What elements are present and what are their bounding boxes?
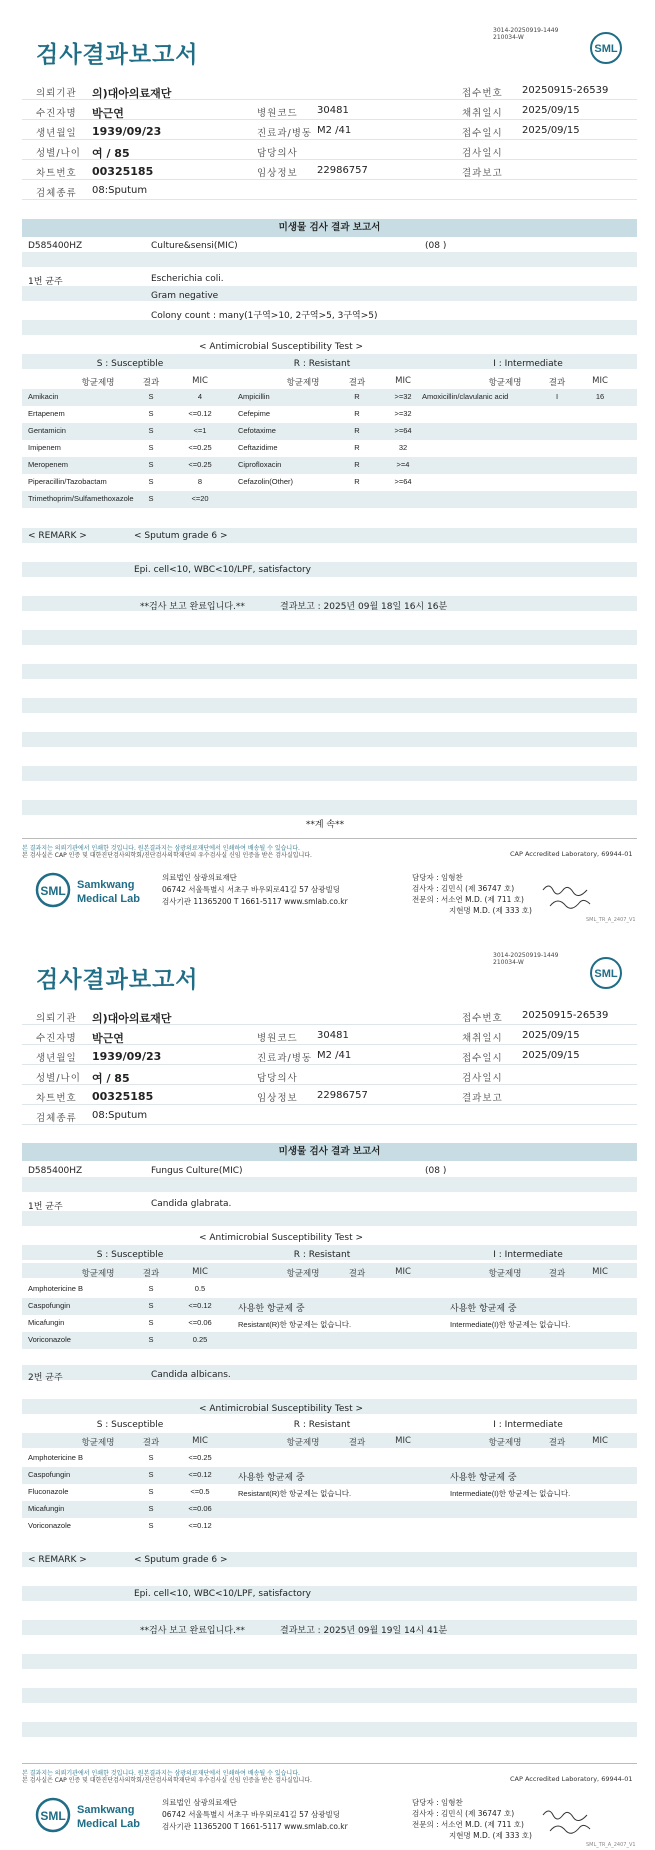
- organism-name: Escherichia coli.: [151, 274, 224, 284]
- report-complete: **검사 보고 완료입니다.**: [140, 1626, 245, 1636]
- organism-label: 1번 균주: [28, 277, 63, 287]
- ast-cell: Cefepime: [238, 409, 271, 418]
- value-birth: 1939/09/23: [92, 125, 162, 138]
- lab-contact: 검사기관 11365200 T 1661-5117 www.smlab.co.kr: [162, 897, 348, 906]
- ast-cell: S: [148, 477, 154, 486]
- label-report-date: 결과보고: [462, 168, 503, 179]
- section-title: 미생물 검사 결과 보고서: [22, 219, 637, 237]
- ast-cell: Gentamicin: [28, 426, 66, 435]
- ast-cell: Voriconazole: [28, 1521, 71, 1530]
- ast-cell: 8: [197, 477, 203, 486]
- doc-id-line1: 3014-20250919-1449: [493, 27, 559, 34]
- label-dept: 진료과/병동: [257, 128, 313, 139]
- ast-cell: <=0.25: [188, 1453, 212, 1462]
- label-sex-age: 성별/나이: [36, 148, 81, 159]
- value-dept: M2 /41: [317, 1050, 352, 1061]
- col-result-1b: 결과: [142, 1438, 160, 1448]
- legend-r: R : Resistant: [293, 1250, 351, 1260]
- r-note1: 사용한 항균제 중: [238, 1304, 305, 1314]
- sign-specialist-2: 지현명 M.D. (제 333 호): [449, 1831, 532, 1840]
- label-specimen: 검체종류: [36, 188, 77, 199]
- ast-cell: <=0.06: [188, 1318, 212, 1327]
- value-hosp-code: 30481: [317, 105, 349, 116]
- ast-cell: I: [555, 392, 559, 401]
- ast-title-2: < Antimicrobial Susceptibility Test >: [199, 1404, 363, 1414]
- sml-logo-icon: [588, 955, 624, 991]
- test-code: D585400HZ: [28, 1166, 83, 1176]
- ast-cell: >=4: [396, 460, 410, 469]
- ast-cell: R: [354, 409, 360, 418]
- doc-id: [493, 27, 558, 41]
- col-result-3: 결과: [548, 378, 566, 388]
- test-code2: (08 ): [425, 241, 447, 251]
- value-chart: 00325185: [92, 1090, 154, 1103]
- ast-cell: Meropenem: [28, 460, 69, 469]
- remark-grade: < Sputum grade 6 >: [134, 531, 228, 541]
- value-institution: 의)대아의료재단: [92, 1012, 172, 1025]
- ast-cell: Caspofungin: [28, 1301, 71, 1310]
- label-clinical: 임상정보: [257, 1093, 298, 1104]
- ast-cell: >=32: [394, 392, 412, 401]
- value-recv-date: 2025/09/15: [522, 125, 580, 136]
- lab-name: 의료법인 삼광의료재단: [162, 873, 237, 882]
- organism1-name: Candida glabrata.: [151, 1199, 232, 1209]
- ast-cell: 4: [197, 392, 203, 401]
- ast-cell: 32: [398, 443, 408, 452]
- report-title: 검사결과보고서: [36, 42, 199, 68]
- remark-label: < REMARK >: [28, 531, 87, 541]
- legend-s: S : Susceptible: [96, 1250, 164, 1260]
- form-version: SML_TR_A_2407_V1: [586, 917, 636, 923]
- ast-cell: S: [148, 1487, 154, 1496]
- label-collect-date: 채취일시: [462, 108, 503, 119]
- col-result-1: 결과: [142, 1269, 160, 1279]
- sign-specialist-1: 전문의 : 서소연 M.D. (제 711 호): [412, 1820, 524, 1829]
- col-mic-1: MIC: [192, 1267, 208, 1277]
- col-result-3: 결과: [548, 1269, 566, 1279]
- col-mic-2: MIC: [395, 376, 411, 386]
- ast-cell: >=64: [394, 426, 412, 435]
- col-result-2b: 결과: [348, 1438, 366, 1448]
- report-time: 결과보고 : 2025년 09월 19일 14시 41분: [280, 1626, 448, 1636]
- signatories: [412, 872, 532, 916]
- label-institution: 의뢰기관: [36, 1013, 77, 1024]
- value-chart: 00325185: [92, 165, 154, 178]
- footer-note-1: 본 결과지는 의뢰기관에서 인쇄한 것입니다. 원본결과지는 삼광의료재단에서 인쇄하여 배송될 수 있습니다.: [22, 845, 300, 852]
- ast-cell: S: [148, 1335, 154, 1344]
- value-dept: M2 /41: [317, 125, 352, 136]
- ast-cell: S: [148, 1318, 154, 1327]
- organism2-name: Candida albicans.: [151, 1370, 231, 1380]
- ast-cell: Amoxicillin/clavulanic acid: [422, 392, 509, 401]
- value-collect-date: 2025/09/15: [522, 105, 580, 116]
- label-dept: 진료과/병동: [257, 1053, 313, 1064]
- ast-cell: S: [148, 426, 154, 435]
- i-note1: 사용한 항균제 중: [450, 1304, 517, 1314]
- value-birth: 1939/09/23: [92, 1050, 162, 1063]
- section-title: 미생물 검사 결과 보고서: [22, 1143, 637, 1161]
- sign-manager: 담당자 : 임형찬: [412, 873, 463, 882]
- ast-cell: <=0.12: [188, 1521, 212, 1530]
- legend-s: S : Susceptible: [96, 359, 164, 369]
- i-note2-b: Intermediate(I)한 항균제는 없습니다.: [450, 1489, 571, 1498]
- label-birth: 생년월일: [36, 1053, 77, 1064]
- ast-cell: R: [354, 426, 360, 435]
- col-result-2: 결과: [348, 1269, 366, 1279]
- label-recv-date: 접수일시: [462, 1053, 503, 1064]
- doc-id-line1: 3014-20250919-1449: [493, 952, 559, 959]
- sml-logo-icon: [588, 30, 624, 66]
- col-drug-2: 항균제명: [286, 1269, 320, 1279]
- ast-cell: Micafungin: [28, 1504, 65, 1513]
- sign-specialist-2: 지현명 M.D. (제 333 호): [449, 906, 532, 915]
- label-collect-date: 채취일시: [462, 1033, 503, 1044]
- logo-text: SML: [40, 1809, 66, 1823]
- col-drug-3: 항균제명: [488, 378, 522, 388]
- ast-cell: 16: [595, 392, 605, 401]
- col-drug-2: 항균제명: [286, 378, 320, 388]
- footer-note-1: 본 결과지는 의뢰기관에서 인쇄한 것입니다. 원본결과지는 삼광의료재단에서 인쇄하여 배송될 수 있습니다.: [22, 1770, 300, 1777]
- label-patient: 수진자명: [36, 108, 77, 119]
- signature-icon: [540, 878, 600, 913]
- col-mic-3: MIC: [592, 1267, 608, 1277]
- lab-info: [162, 1797, 348, 1833]
- col-mic-3b: MIC: [592, 1436, 608, 1446]
- ast-cell: >=64: [394, 477, 412, 486]
- logo-text: SML: [40, 884, 66, 898]
- legend-r-2: R : Resistant: [293, 1420, 351, 1430]
- ast-cell: S: [148, 1521, 154, 1530]
- brand-line1: Samkwang: [77, 879, 135, 891]
- value-recv-no: 20250915-26539: [522, 85, 609, 96]
- value-specimen: 08:Sputum: [92, 1110, 148, 1121]
- value-collect-date: 2025/09/15: [522, 1030, 580, 1041]
- legend-r: R : Resistant: [293, 359, 351, 369]
- legend-s-2: S : Susceptible: [96, 1420, 164, 1430]
- doc-id-line2: 210034-W: [493, 959, 524, 966]
- ast-cell: Piperacillin/Tazobactam: [28, 477, 107, 486]
- col-drug-1: 항균제명: [81, 378, 115, 388]
- col-mic-1b: MIC: [192, 1436, 208, 1446]
- value-clinical: 22986757: [317, 1090, 368, 1101]
- lab-contact: 검사기관 11365200 T 1661-5117 www.smlab.co.kr: [162, 1822, 348, 1831]
- col-mic-2b: MIC: [395, 1436, 411, 1446]
- ast-cell: S: [148, 409, 154, 418]
- label-recv-date: 접수일시: [462, 128, 503, 139]
- col-drug-1b: 항균제명: [81, 1438, 115, 1448]
- remark-detail: Epi. cell<10, WBC<10/LPF, satisfactory: [134, 1589, 312, 1599]
- ast-cell: Ampicillin: [238, 392, 270, 401]
- form-version: SML_TR_A_2407_V1: [586, 1842, 636, 1848]
- value-recv-no: 20250915-26539: [522, 1010, 609, 1021]
- ast-cell: <=0.12: [188, 1301, 212, 1310]
- cap-accreditation: CAP Accredited Laboratory, 69944-01: [510, 1775, 633, 1783]
- brand-line1: Samkwang: [77, 1804, 135, 1816]
- ast-cell: Voriconazole: [28, 1335, 71, 1344]
- sign-manager: 담당자 : 임형찬: [412, 1798, 463, 1807]
- ast-cell: S: [148, 1470, 154, 1479]
- ast-cell: Amphotericine B: [28, 1284, 84, 1293]
- report-title: 검사결과보고서: [36, 967, 199, 993]
- ast-cell: S: [148, 494, 154, 503]
- ast-cell: S: [148, 1301, 154, 1310]
- label-specimen: 검체종류: [36, 1113, 77, 1124]
- ast-cell: R: [354, 477, 360, 486]
- ast-cell: S: [148, 1453, 154, 1462]
- label-hosp-code: 병원코드: [257, 1033, 298, 1044]
- lab-address: 06742 서울특별시 서초구 바우뫼로41길 57 삼광빌딩: [162, 885, 341, 894]
- test-code: D585400HZ: [28, 241, 83, 251]
- col-mic-3: MIC: [592, 376, 608, 386]
- col-drug-2b: 항균제명: [286, 1438, 320, 1448]
- brand-line2: Medical Lab: [77, 893, 140, 905]
- ast-cell: 0.5: [194, 1284, 206, 1293]
- footer-note-2: 본 검사실은 CAP 인증 및 대한진단검사의학회/진단검사의학재단의 우수검사실 신임 인증을 받은 검사실입니다.: [22, 852, 312, 859]
- ast-cell: Imipenem: [28, 443, 61, 452]
- ast-cell: <=0.12: [188, 409, 212, 418]
- ast-cell: R: [354, 460, 360, 469]
- ast-cell: <=0.06: [188, 1504, 212, 1513]
- report-complete: **검사 보고 완료입니다.**: [140, 602, 245, 612]
- ast-cell: Trimethoprim/Sulfamethoxazole: [28, 494, 134, 503]
- samkwang-logo-icon: [35, 870, 165, 910]
- remark-grade: < Sputum grade 6 >: [134, 1555, 228, 1565]
- brand-line2: Medical Lab: [77, 1818, 140, 1830]
- col-drug-1: 항균제명: [81, 1269, 115, 1279]
- value-hosp-code: 30481: [317, 1030, 349, 1041]
- continue-text: **계 속**: [305, 820, 345, 830]
- col-result-1: 결과: [142, 378, 160, 388]
- ast-cell: Fluconazole: [28, 1487, 69, 1496]
- ast-cell: R: [354, 443, 360, 452]
- label-test-date: 검사일시: [462, 148, 503, 159]
- footer-note-2: 본 검사실은 CAP 인증 및 대한진단검사의학회/진단검사의학재단의 우수검사실 신임 인증을 받은 검사실입니다.: [22, 1777, 312, 1784]
- ast-cell: S: [148, 1504, 154, 1513]
- doc-id-line2: 210034-W: [493, 34, 524, 41]
- sign-tester: 검사자 : 김민식 (제 36747 호): [412, 884, 515, 893]
- ast-cell: S: [148, 1284, 154, 1293]
- label-report-date: 결과보고: [462, 1093, 503, 1104]
- ast-cell: Amikacin: [28, 392, 59, 401]
- label-doctor: 담당의사: [257, 148, 298, 159]
- ast-title: < Antimicrobial Susceptibility Test >: [199, 1233, 363, 1243]
- signatories: [412, 1797, 532, 1841]
- logo-text: SML: [594, 968, 618, 980]
- label-recv-no: 접수번호: [462, 1013, 503, 1024]
- remark-detail: Epi. cell<10, WBC<10/LPF, satisfactory: [134, 565, 312, 575]
- ast-cell: Cefazolin(Other): [238, 477, 294, 486]
- value-patient: 박근연: [92, 107, 124, 120]
- lab-address: 06742 서울특별시 서초구 바우뫼로41길 57 삼광빌딩: [162, 1810, 341, 1819]
- test-name: Culture&sensi(MIC): [151, 241, 238, 251]
- col-mic-1: MIC: [192, 376, 208, 386]
- ast-cell: S: [148, 460, 154, 469]
- remark-label: < REMARK >: [28, 1555, 87, 1565]
- ast-title: < Antimicrobial Susceptibility Test >: [199, 342, 363, 352]
- r-note2-b: Resistant(R)한 항균제는 없습니다.: [238, 1489, 352, 1498]
- ast-cell: S: [148, 392, 154, 401]
- lab-name: 의료법인 삼광의료재단: [162, 1798, 237, 1807]
- gram-stain: Gram negative: [151, 291, 219, 301]
- i-note2: Intermediate(I)한 항균제는 없습니다.: [450, 1320, 571, 1329]
- sign-tester: 검사자 : 김민식 (제 36747 호): [412, 1809, 515, 1818]
- ast-cell: Caspofungin: [28, 1470, 71, 1479]
- ast-cell: <=0.25: [188, 443, 212, 452]
- test-name: Fungus Culture(MIC): [151, 1166, 243, 1176]
- col-result-3b: 결과: [548, 1438, 566, 1448]
- col-mic-2: MIC: [395, 1267, 411, 1277]
- label-doctor: 담당의사: [257, 1073, 298, 1084]
- label-chart: 차트번호: [36, 168, 77, 179]
- cap-accreditation: CAP Accredited Laboratory, 69944-01: [510, 850, 633, 858]
- logo-text: SML: [594, 43, 618, 55]
- label-chart: 차트번호: [36, 1093, 77, 1104]
- sign-specialist-1: 전문의 : 서소연 M.D. (제 711 호): [412, 895, 524, 904]
- col-drug-3: 항균제명: [488, 1269, 522, 1279]
- ast-cell: 0.25: [192, 1335, 208, 1344]
- label-clinical: 임상정보: [257, 168, 298, 179]
- label-institution: 의뢰기관: [36, 88, 77, 99]
- value-clinical: 22986757: [317, 165, 368, 176]
- ast-cell: R: [354, 392, 360, 401]
- organism1-label: 1번 균주: [28, 1202, 63, 1212]
- ast-cell: <=0.12: [188, 1470, 212, 1479]
- value-institution: 의)대아의료재단: [92, 87, 172, 100]
- label-sex-age: 성별/나이: [36, 1073, 81, 1084]
- label-patient: 수진자명: [36, 1033, 77, 1044]
- doc-id: [493, 952, 558, 966]
- label-recv-no: 접수번호: [462, 88, 503, 99]
- colony-count: Colony count : many(1구역>10, 2구역>5, 3구역>5): [151, 311, 378, 321]
- ast-cell: Amphotericine B: [28, 1453, 84, 1462]
- value-specimen: 08:Sputum: [92, 185, 148, 196]
- ast-cell: Cefotaxime: [238, 426, 276, 435]
- r-note2: Resistant(R)한 항균제는 없습니다.: [238, 1320, 352, 1329]
- test-code2: (08 ): [425, 1166, 447, 1176]
- label-test-date: 검사일시: [462, 1073, 503, 1084]
- value-recv-date: 2025/09/15: [522, 1050, 580, 1061]
- ast-cell: <=1: [193, 426, 207, 435]
- ast-cell: Ertapenem: [28, 409, 65, 418]
- value-sex-age: 여 / 85: [92, 147, 130, 160]
- ast-cell: <=0.5: [190, 1487, 210, 1496]
- ast-cell: <=0.25: [188, 460, 212, 469]
- col-result-2: 결과: [348, 378, 366, 388]
- samkwang-logo-icon: [35, 1795, 165, 1835]
- ast-cell: >=32: [394, 409, 412, 418]
- value-sex-age: 여 / 85: [92, 1072, 130, 1085]
- organism2-label: 2번 균주: [28, 1373, 63, 1383]
- legend-i: I : Intermediate: [493, 1250, 563, 1260]
- label-birth: 생년월일: [36, 128, 77, 139]
- i-note1-b: 사용한 항균제 중: [450, 1473, 517, 1483]
- ast-cell: <=20: [191, 494, 209, 503]
- signature-icon: [540, 1803, 600, 1838]
- legend-i-2: I : Intermediate: [493, 1420, 563, 1430]
- r-note1-b: 사용한 항균제 중: [238, 1473, 305, 1483]
- legend-i: I : Intermediate: [493, 359, 563, 369]
- ast-cell: Micafungin: [28, 1318, 65, 1327]
- ast-cell: S: [148, 443, 154, 452]
- value-patient: 박근연: [92, 1032, 124, 1045]
- col-drug-3b: 항균제명: [488, 1438, 522, 1448]
- label-hosp-code: 병원코드: [257, 108, 298, 119]
- report-page-2: [0, 925, 655, 1850]
- lab-info: [162, 872, 348, 908]
- report-time: 결과보고 : 2025년 09월 18일 16시 16분: [280, 602, 448, 612]
- ast-cell: Ceftazidime: [238, 443, 278, 452]
- ast-cell: Ciprofloxacin: [238, 460, 282, 469]
